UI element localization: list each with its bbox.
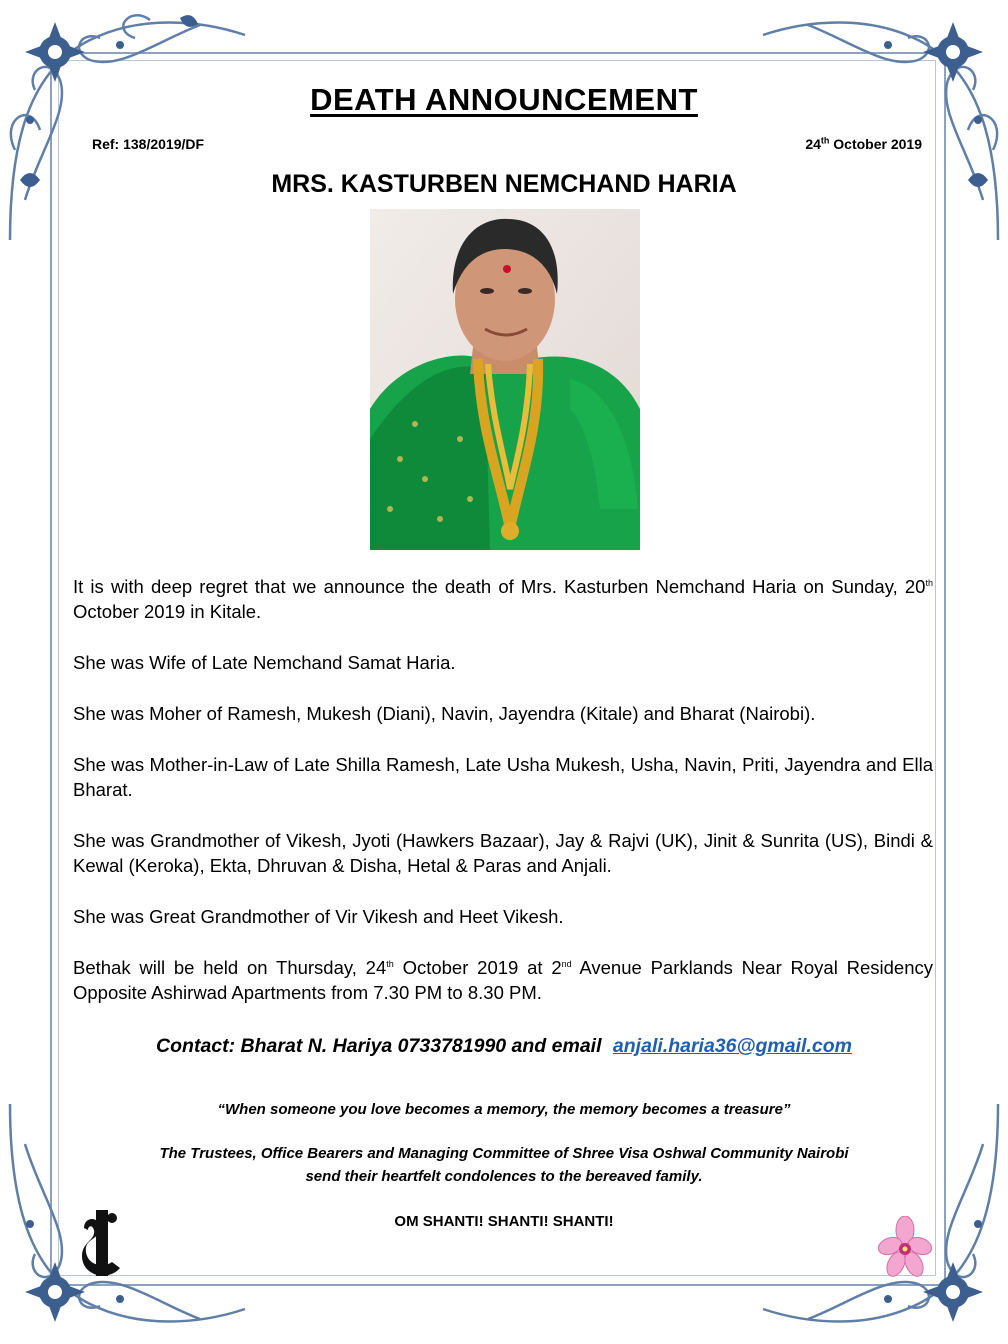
memorial-quote: “When someone you love becomes a memory, the memory becomes a treasure”	[217, 1101, 791, 1118]
deceased-name: MRS. KASTURBEN NEMCHAND HARIA	[271, 170, 737, 198]
announcement-date: 24th October 2019	[805, 135, 922, 152]
paragraph-grandmother-of: She was Grandmother of Vikesh, Jyoti (Hawkers Bazaar), Jay & Rajvi (UK), Jinit & Sunrita (US), Bindi & Kewal (Keroka), Ekta, Dhruvan & Disha, Hetal & Paras and Anjali.	[73, 830, 933, 876]
jain-symbol-icon	[82, 1208, 122, 1280]
condolence-message	[0, 1142, 1008, 1188]
reference-number: Ref: 138/2019/DF	[92, 136, 205, 152]
condolence-line-1: The Trustees, Office Bearers and Managing Committee of Shree Visa Oshwal Community Nairobi	[159, 1145, 849, 1162]
email-link[interactable]: anjali.haria36@gmail.com	[612, 1035, 852, 1057]
paragraph-mother-of: She was Moher of Ramesh, Mukesh (Diani), Navin, Jayendra (Kitale) and Bharat (Nairobi).	[73, 703, 816, 724]
contact-text: Contact: Bharat N. Hariya 0733781990 and email	[156, 1035, 602, 1057]
condolence-line-2: send their heartfelt condolences to the bereaved family.	[305, 1168, 703, 1185]
paragraph-mother-in-law-of: She was Mother-in-Law of Late Shilla Ramesh, Late Usha Mukesh, Usha, Navin, Priti, Jayendra and Ella Bharat.	[73, 754, 933, 800]
paragraph-wife-of: She was Wife of Late Nemchand Samat Haria.	[73, 652, 456, 673]
paragraph-bethak-details: Bethak will be held on Thursday, 24th October 2019 at 2nd Avenue Parklands Near Royal Residency Opposite Ashirwad Apartments from 7.30 PM to 8.30 PM.	[73, 957, 933, 1003]
announcement-body	[73, 574, 933, 1031]
paragraph-great-grandmother-of: She was Great Grandmother of Vir Vikesh and Heet Vikesh.	[73, 906, 564, 927]
floral-corner-ornament-top-left	[0, 0, 250, 250]
contact-line	[0, 1035, 1008, 1058]
pink-orchid-icon	[878, 1216, 932, 1282]
om-shanti: OM SHANTI! SHANTI! SHANTI!	[394, 1213, 614, 1230]
portrait-photo	[370, 209, 640, 550]
paragraph-death-notice: It is with deep regret that we announce the death of Mrs. Kasturben Nemchand Haria on Sunday, 20th October 2019 in Kitale.	[73, 576, 933, 622]
floral-corner-ornament-top-right	[758, 0, 1008, 250]
page-title: DEATH ANNOUNCEMENT	[310, 82, 698, 117]
